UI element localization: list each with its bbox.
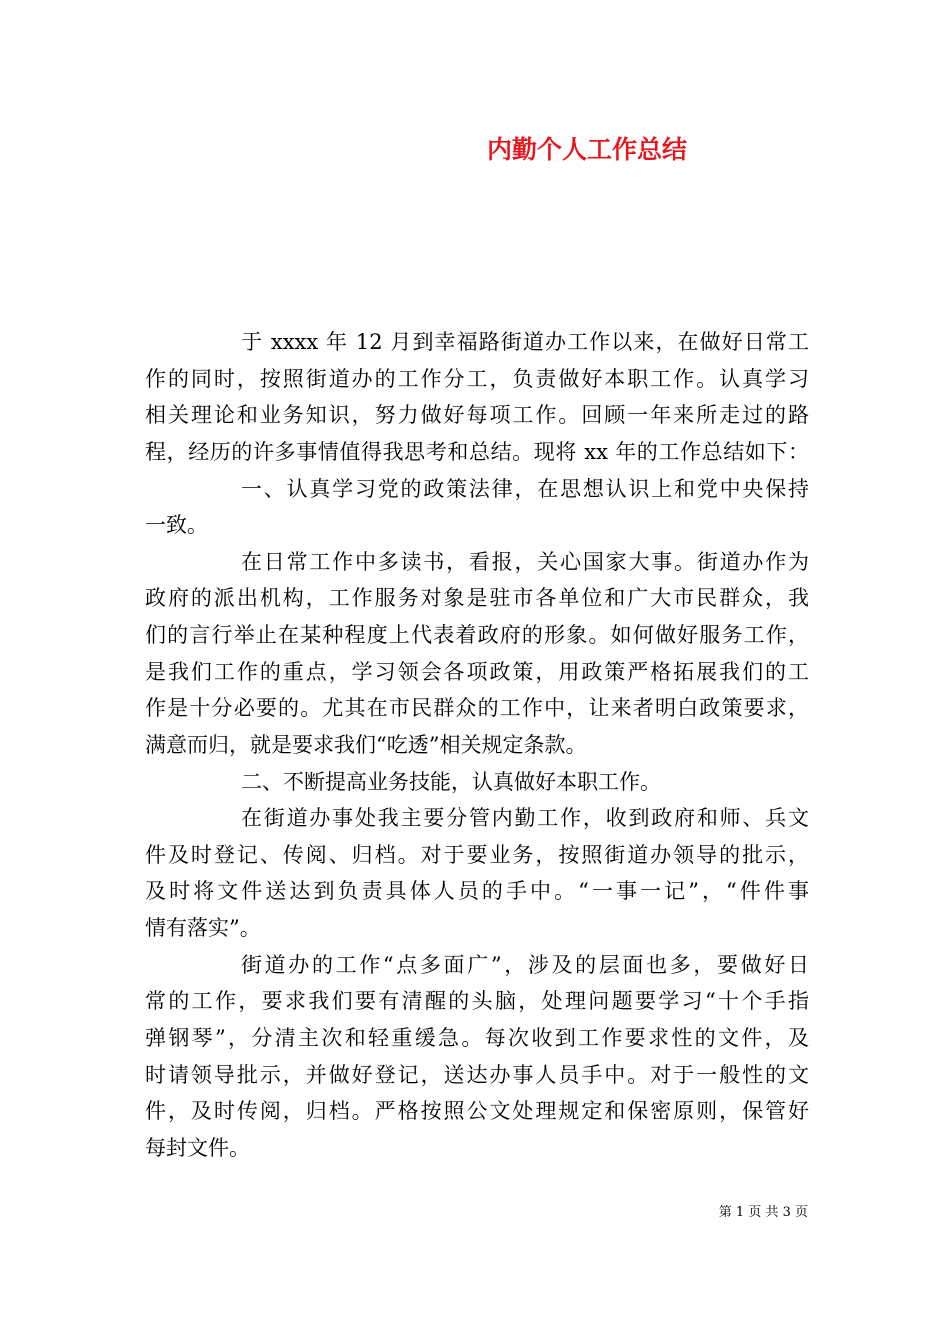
section-heading-2	[145, 764, 809, 801]
text-line: 一、认真学习党的政策法律，在思想认识上和党中央保持	[241, 476, 809, 501]
text-line: 作的同时，按照街道办的工作分工，负责做好本职工作。认真学习	[145, 366, 809, 391]
text-line: 时请领导批示，并做好登记，送达办事人员手中。对于一般性的文	[145, 1062, 809, 1087]
text-line: 程，经历的许多事情值得我思考和总结。现将 xx 年的工作总结如下：	[145, 439, 809, 464]
text-line: 政府的派出机构，工作服务对象是驻市各单位和广大市民群众，我	[145, 586, 809, 611]
text-line: 们的言行举止在某种程度上代表着政府的形象。如何做好服务工作，	[145, 623, 809, 647]
page-number-footer: 第 1 页 共 3 页	[718, 1205, 808, 1220]
text-line: 街道办的工作“点多面广”，涉及的层面也多，要做好日	[241, 952, 809, 977]
text-line: 二、不断提高业务技能，认真做好本职工作。	[241, 769, 661, 794]
text-line: 作是十分必要的。尤其在市民群众的工作中，让来者明白政策要求，	[145, 696, 809, 721]
section-heading-1	[145, 471, 809, 544]
text-line: 相关理论和业务知识，努力做好每项工作。回顾一年来所走过的路	[145, 403, 809, 428]
paragraph-intro	[145, 324, 809, 471]
text-line: 弹钢琴”，分清主次和轻重缓急。每次收到工作要求性的文件，及	[145, 1025, 809, 1050]
text-line: 在街道办事处我主要分管内勤工作，收到政府和师、兵文	[241, 806, 809, 831]
text-line: 在日常工作中多读书，看报，关心国家大事。街道办作为	[241, 549, 809, 574]
paragraph-section-2a	[145, 800, 809, 947]
document-body	[145, 324, 809, 1166]
text-line: 一致。	[145, 513, 208, 538]
text-line: 情有落实”。	[145, 916, 261, 940]
text-line: 每封文件。	[145, 1135, 250, 1160]
paragraph-section-2b	[145, 947, 809, 1167]
text-line: 满意而归，就是要求我们“吃透”相关规定条款。	[145, 732, 587, 757]
text-line: 于 xxxx 年 12 月到幸福路街道办工作以来，在做好日常工	[241, 330, 809, 354]
text-line: 及时将文件送达到负责具体人员的手中。“一事一记”，“件件事	[145, 879, 809, 904]
paragraph-section-1	[145, 544, 809, 764]
text-line: 件及时登记、传阅、归档。对于要业务，按照街道办领导的批示，	[145, 842, 809, 867]
text-line: 件，及时传阅，归档。严格按照公文处理规定和保密原则，保管好	[145, 1099, 809, 1124]
document-title: 内勤个人工作总结	[487, 135, 688, 164]
text-line: 是我们工作的重点，学习领会各项政策，用政策严格拓展我们的工	[145, 659, 809, 684]
text-line: 常的工作，要求我们要有清醒的头脑，处理问题要学习“十个手指	[145, 989, 809, 1014]
